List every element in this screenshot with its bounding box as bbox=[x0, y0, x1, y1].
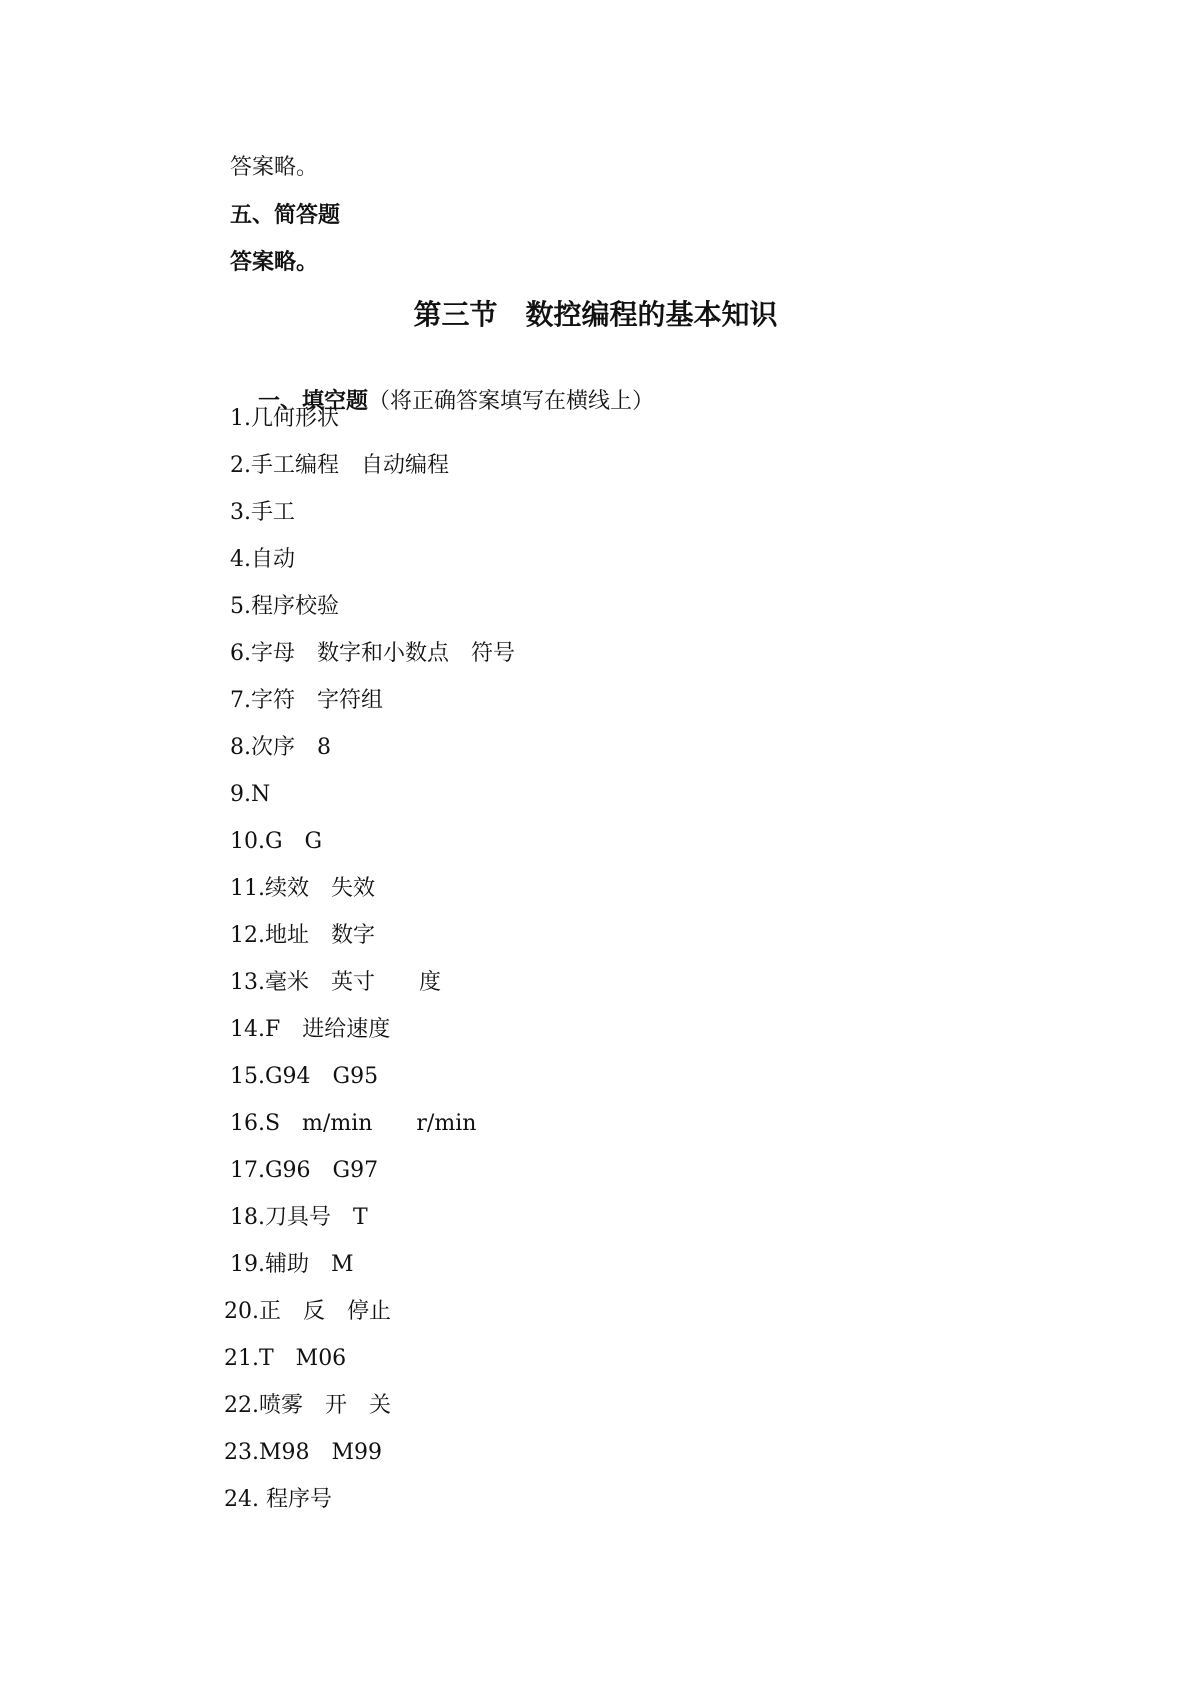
answer-item: 7.字符 字符组 bbox=[230, 688, 383, 713]
fill-blank-label: 一、填空题 bbox=[257, 388, 368, 414]
answer-item: 5.程序校验 bbox=[230, 594, 339, 619]
answer-item: 18.刀具号 T bbox=[230, 1205, 368, 1230]
answer-item: 6.字母 数字和小数点 符号 bbox=[230, 641, 515, 666]
answer-item: 2.手工编程 自动编程 bbox=[230, 453, 449, 478]
answer-item: 4.自动 bbox=[230, 547, 295, 572]
answer-item: 10.G G bbox=[230, 829, 323, 854]
answer-item: 23.M98 M99 bbox=[224, 1440, 383, 1465]
answer-item: 8.次序 8 bbox=[230, 735, 331, 760]
answer-item: 3.手工 bbox=[230, 500, 295, 525]
fill-blank-note: （将正确答案填写在横线上） bbox=[368, 389, 655, 414]
answer-item: 11.续效 失效 bbox=[230, 876, 375, 901]
short-answer-omitted: 答案略。 bbox=[230, 249, 319, 275]
answer-item: 9.N bbox=[230, 782, 271, 807]
answer-item: 24. 程序号 bbox=[224, 1487, 332, 1512]
answer-item: 22.喷雾 开 关 bbox=[224, 1393, 391, 1418]
answer-item: 19.辅助 M bbox=[230, 1252, 354, 1277]
section-title: 第三节 数控编程的基本知识 bbox=[413, 298, 778, 331]
answer-item: 13.毫米 英寸 度 bbox=[230, 970, 441, 995]
short-answer-heading: 五、简答题 bbox=[230, 202, 341, 228]
answer-item: 16.S m/min r/min bbox=[230, 1111, 477, 1136]
answer-item: 1.几何形状 bbox=[230, 406, 339, 431]
answer-item: 14.F 进给速度 bbox=[230, 1017, 391, 1042]
answer-item: 17.G96 G97 bbox=[230, 1158, 379, 1183]
answer-item: 21.T M06 bbox=[224, 1346, 347, 1371]
intro-answer-omitted: 答案略。 bbox=[230, 155, 319, 180]
answer-item: 12.地址 数字 bbox=[230, 923, 375, 948]
answer-item: 15.G94 G95 bbox=[230, 1064, 379, 1089]
answer-item: 20.正 反 停止 bbox=[224, 1299, 391, 1324]
